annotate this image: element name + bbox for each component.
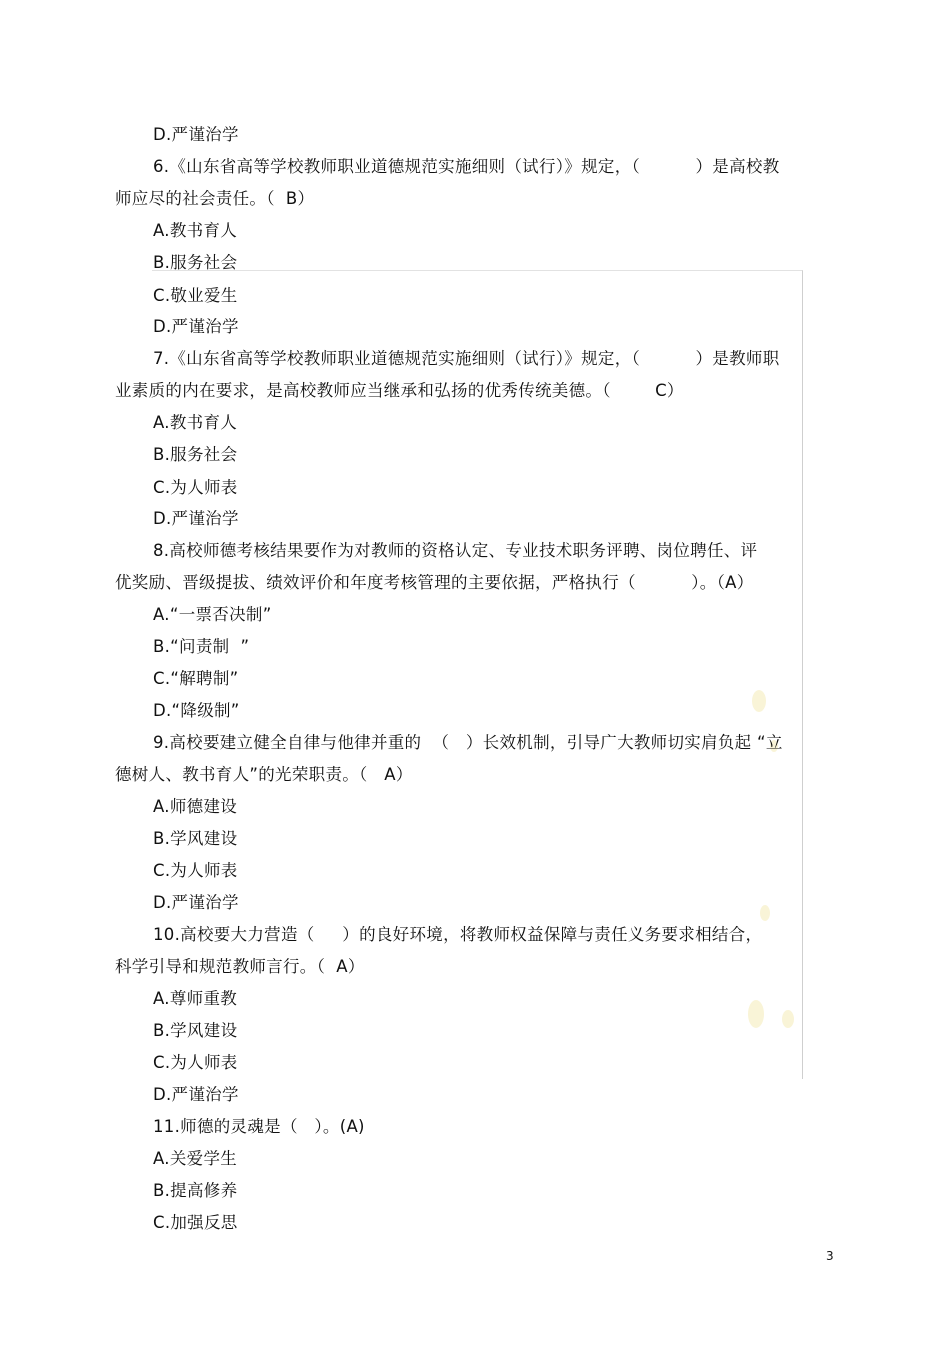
question-text: 业素质的内在要求，是高校教师应当继承和弘扬的优秀传统美德。（ C） bbox=[115, 381, 684, 400]
answer-option: B.服务社会 bbox=[153, 253, 238, 272]
answer-option: D.“降级制” bbox=[153, 701, 240, 720]
question-text: 8.高校师德考核结果要作为对教师的资格认定、专业技术职务评聘、岗位聘任、评 bbox=[153, 541, 758, 560]
background-speck bbox=[782, 1010, 794, 1028]
question-text: 优奖励、晋级提拔、绩效评价和年度考核管理的主要依据，严格执行（ ）。（A） bbox=[115, 573, 754, 592]
question-text: 师应尽的社会责任。（ B） bbox=[115, 189, 315, 208]
background-speck bbox=[748, 1000, 764, 1028]
question-text: 德树人、教书育人”的光荣职责。（ A） bbox=[115, 765, 413, 784]
question-text: 9.高校要建立健全自律与他律并重的 （ ）长效机制，引导广大教师切实肩负起 “立 bbox=[153, 733, 783, 752]
answer-option: A.教书育人 bbox=[153, 413, 238, 432]
answer-option: D.严谨治学 bbox=[153, 509, 239, 528]
answer-option: C.为人师表 bbox=[153, 1053, 238, 1072]
answer-option: D.严谨治学 bbox=[153, 317, 239, 336]
answer-option: C.敬业爱生 bbox=[153, 286, 238, 305]
page-number: 3 bbox=[826, 1249, 834, 1263]
question-text: 科学引导和规范教师言行。（ A） bbox=[115, 957, 365, 976]
answer-option: A.尊师重教 bbox=[153, 989, 238, 1008]
answer-option: A.教书育人 bbox=[153, 221, 238, 240]
background-speck bbox=[760, 905, 770, 921]
question-text: 7.《山东省高等学校教师职业道德规范实施细则（试行）》规定，（ ）是教师职 bbox=[153, 349, 780, 368]
answer-option: D.严谨治学 bbox=[153, 893, 239, 912]
answer-option: C.为人师表 bbox=[153, 861, 238, 880]
answer-option: C.为人师表 bbox=[153, 478, 238, 497]
answer-option: C.加强反思 bbox=[153, 1213, 238, 1232]
answer-option: B.学风建设 bbox=[153, 829, 238, 848]
answer-option: B.服务社会 bbox=[153, 445, 238, 464]
answer-option: A.“一票否决制” bbox=[153, 605, 272, 624]
text-line: D.严谨治学 bbox=[153, 125, 239, 144]
answer-option: A.关爱学生 bbox=[153, 1149, 238, 1168]
answer-option: B.学风建设 bbox=[153, 1021, 238, 1040]
answer-option: C.“解聘制” bbox=[153, 669, 239, 688]
answer-option: A.师德建设 bbox=[153, 797, 238, 816]
background-speck bbox=[752, 690, 766, 712]
question-text: 11.师德的灵魂是（ ）。(A) bbox=[153, 1117, 365, 1136]
answer-option: B.“问责制 ” bbox=[153, 637, 250, 656]
answer-option: B.提高修养 bbox=[153, 1181, 238, 1200]
answer-option: D.严谨治学 bbox=[153, 1085, 239, 1104]
question-text: 10.高校要大力营造（ ）的良好环境，将教师权益保障与责任义务要求相结合， bbox=[153, 925, 763, 944]
question-text: 6.《山东省高等学校教师职业道德规范实施细则（试行）》规定，（ ）是高校教 bbox=[153, 157, 780, 176]
